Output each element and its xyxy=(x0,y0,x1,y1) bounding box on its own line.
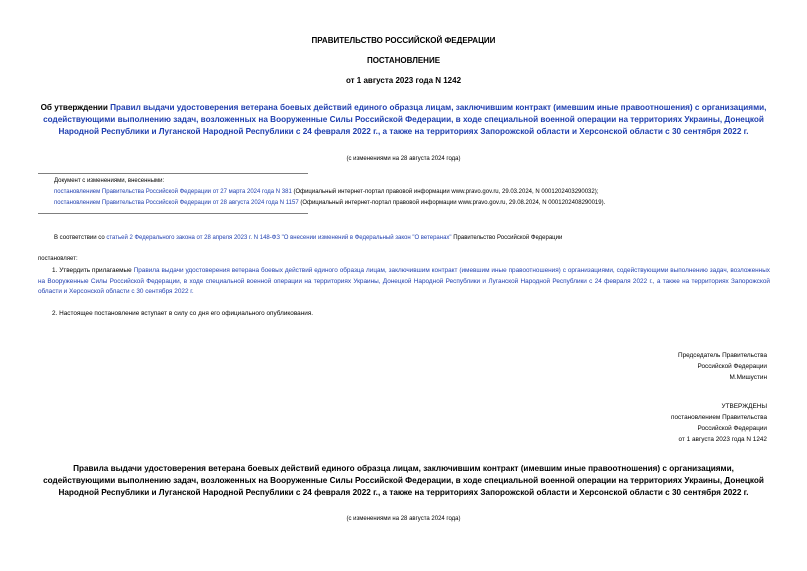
approval-block xyxy=(671,401,767,445)
document-date-number: от 1 августа 2023 года N 1242 xyxy=(345,76,462,85)
amendments-intro: Документ с изменениями, внесенными: xyxy=(54,178,165,184)
amendment-source: (Официальный интернет-портал правовой информации www.pravo.gov.ru, 29.03.2024, N 0001202403290032); xyxy=(291,189,599,195)
amendment-link[interactable]: постановлением Правительства Российской Федерации от 27 марта 2024 года N 381 xyxy=(54,189,292,195)
signature-line-2: Российской Федерации xyxy=(697,363,767,370)
amendment-item xyxy=(54,198,774,209)
clause-1-text: 1. Утвердить прилагаемые xyxy=(52,267,134,274)
preamble-text: Правительство Российской Федерации xyxy=(451,235,563,241)
title-rules-link[interactable]: Правил выдачи удостоверения ветерана боевых действий единого образца лицам, заключившим контракт (имевшим иные правоотношения) с организациями, содействующими выполнению задач, возложенных на Вооруженные Силы Российской Федерации, в ходе специальной военной операции на территориях Украины, Донецкой Народной Республики и Луганской Народной Республики с 24 февраля 2022 г., а также на территориях Запорожской области и Херсонской области с 30 сентября 2022 г. xyxy=(43,103,767,136)
approval-line-4: от 1 августа 2023 года N 1242 xyxy=(678,436,767,443)
law-link[interactable]: статьей 2 Федерального закона от 28 апреля 2023 г. N 148-ФЗ "О внесении изменений в Федеральный закон "О ветеранах" xyxy=(106,235,452,241)
preamble-text: В соответствии со xyxy=(54,235,107,241)
signature-line-1: Председатель Правительства xyxy=(678,352,767,359)
amendment-item xyxy=(54,187,774,198)
signature-block xyxy=(678,350,767,383)
approval-line-3: Российской Федерации xyxy=(697,425,767,432)
divider-bottom xyxy=(38,213,308,214)
decree-word: постановляет: xyxy=(38,256,78,262)
divider-top xyxy=(38,173,308,174)
amendment-source: (Официальный интернет-портал правовой информации www.pravo.gov.ru, 29.08.2024, N 0001202408290019). xyxy=(298,200,606,206)
rules-title: Правила выдачи удостоверения ветерана боевых действий единого образца лицам, заключившим контракт (имевшим иные правоотношения) с организациями, содействующими выполнению задач, возложенных на Вооруженные Силы Российской Федерации, в ходе специальной военной операции на территориях Украины, Донецкой Народной Республики и Луганской Народной Республики с 24 февраля 2022 г., а также на территориях Запорожской области и Херсонской области с 30 сентября 2022 г. xyxy=(43,464,764,497)
rules-edition-note: (с изменениями на 28 августа 2024 года) xyxy=(346,516,461,522)
approval-line-1: УТВЕРЖДЕНЫ xyxy=(721,403,767,410)
document-title xyxy=(40,102,767,138)
amendments-block xyxy=(54,176,774,209)
clause-1 xyxy=(38,266,770,298)
amendment-link[interactable]: постановлением Правительства Российской Федерации от 28 августа 2024 года N 1157 xyxy=(54,200,299,206)
edition-note: (с изменениями на 28 августа 2024 года) xyxy=(346,156,461,162)
title-prefix: Об утверждении xyxy=(40,103,111,112)
approval-line-2: постановлением Правительства xyxy=(671,414,767,421)
clause-1-rules-link[interactable]: Правила выдачи удостоверения ветерана боевых действий единого образца лицам, заключившим контракт (имевшим иные правоотношения) с организациями, содействующими выполнению задач, возложенных на Вооруженные Силы Российской Федерации, в ходе специальной военной операции на территориях Украины, Донецкой Народной Республики и Луганской Народной Республики с 24 февраля 2022 г., а также на территориях Запорожской области и Херсонской области с 30 сентября 2022 г. xyxy=(38,267,770,295)
signature-name: М.Мишустин xyxy=(729,374,767,381)
preamble xyxy=(54,235,774,241)
clause-2: 2. Настоящее постановление вступает в силу со дня его официального опубликования. xyxy=(52,310,314,317)
document-type: ПОСТАНОВЛЕНИЕ xyxy=(366,56,441,65)
government-name: ПРАВИТЕЛЬСТВО РОССИЙСКОЙ ФЕДЕРАЦИИ xyxy=(311,36,496,45)
